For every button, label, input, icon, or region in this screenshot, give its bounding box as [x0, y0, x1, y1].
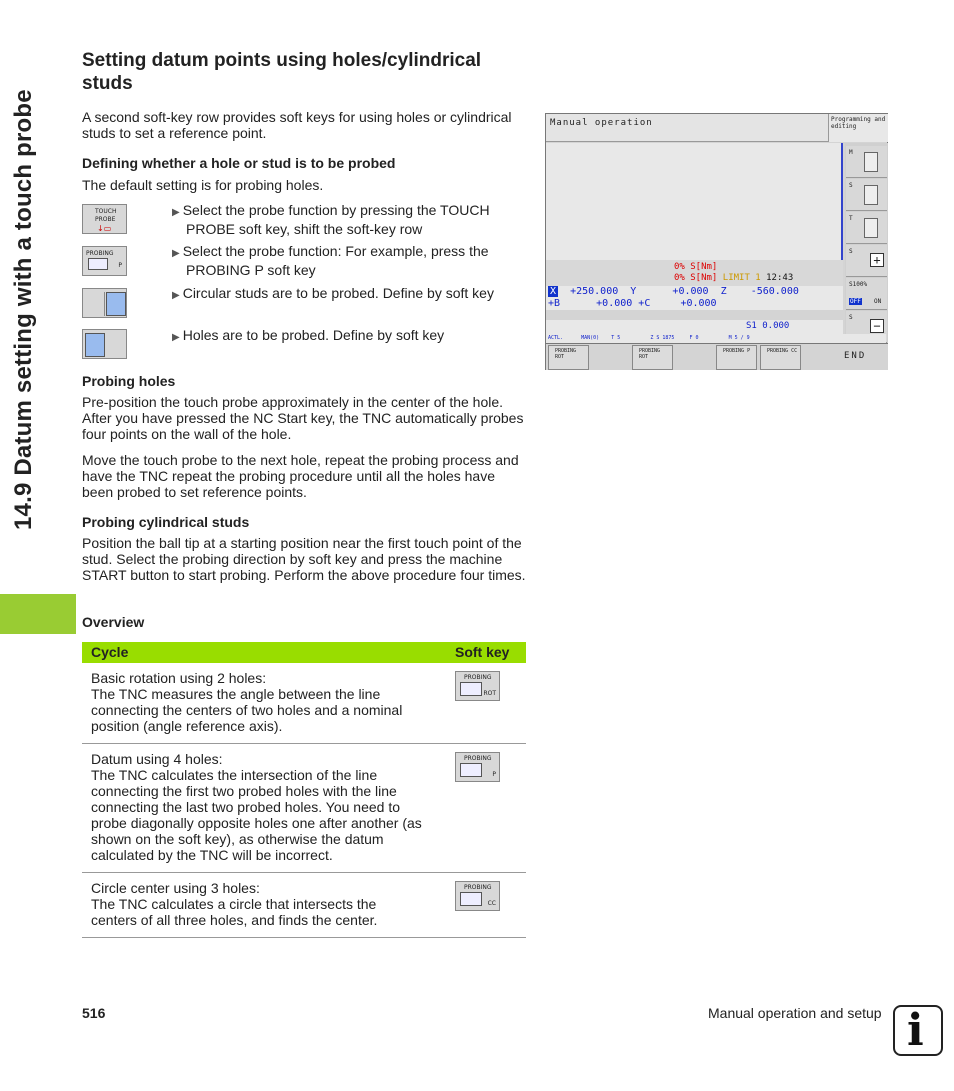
- softkey-label: PROBING: [464, 755, 492, 762]
- pos-line-2: +B +0.000 +C +0.000: [548, 298, 717, 309]
- softkey-label: PROBING: [464, 674, 492, 681]
- step-4: [172, 327, 512, 346]
- rb-label: S100%: [849, 281, 868, 288]
- overview-table: [82, 642, 526, 938]
- screen-softkey: [760, 345, 801, 370]
- bullet-triangle-icon: ▶: [172, 290, 180, 301]
- s100-softkey: [846, 278, 887, 310]
- chapter-color-tab: [0, 594, 76, 634]
- step-2: [172, 243, 512, 278]
- probing-rot-softkey: [455, 671, 500, 701]
- tool-icon: [864, 218, 878, 238]
- softkey-label: PROBE: [95, 216, 116, 223]
- screen-right-softkeys: [845, 143, 888, 343]
- rb-label: M: [849, 149, 853, 156]
- hole-selected-icon: [85, 333, 105, 357]
- probing-cc-softkey: [455, 881, 500, 911]
- rb-label: T: [849, 215, 853, 222]
- chapter-title-text: 14.9 Datum setting with a touch probe: [10, 89, 37, 530]
- cycle-name: Circle center using 3 holes:: [91, 880, 260, 896]
- minus-icon: −: [870, 319, 884, 333]
- softkey-sub-label: CC: [487, 900, 496, 907]
- intro-paragraph: A second soft-key row provides soft keys for using holes or cylindrical studs to set a reference point.: [82, 109, 512, 141]
- side-chapter-title: [0, 0, 80, 600]
- footer-section: Manual operation and setup: [708, 1005, 882, 1021]
- overview-heading: Overview: [82, 614, 145, 630]
- sub-heading-hole-or-stud: Defining whether a hole or stud is to be probed: [82, 155, 396, 171]
- sk-label: PROBING ROT: [639, 348, 661, 360]
- step-text-rest: PROBE soft key, shift the soft-key row: [186, 221, 423, 237]
- tnc-screen: [545, 113, 888, 370]
- hole-softkey: [82, 329, 127, 359]
- probing-studs-para: Position the ball tip at a starting position near the first touch point of the stud. Select the probing direction by soft key and press the machine START button to start probing. Perform the above procedure four times.: [82, 535, 526, 583]
- cycle-name: Datum using 4 holes:: [91, 751, 223, 767]
- info-icon: [893, 1005, 943, 1056]
- step-text: Holes are to be probed. Define by soft key: [182, 327, 445, 343]
- on-label: ON: [874, 298, 882, 305]
- limit-label: LIMIT 1: [722, 273, 761, 283]
- bullet-triangle-icon: ▶: [172, 207, 180, 218]
- pos-values-1: +250.000 Y +0.000 Z -560.000: [570, 286, 799, 297]
- softkey-label: PROBING: [464, 884, 492, 891]
- screen-header: [546, 114, 828, 142]
- hole-shape-icon: [106, 333, 126, 357]
- rb-label: S: [849, 248, 853, 255]
- spindle-line: [546, 320, 843, 334]
- table-row: [82, 744, 526, 873]
- probing-holes-heading: Probing holes: [82, 373, 176, 389]
- spindle-icon: [864, 185, 878, 205]
- cycle-desc: The TNC calculates a circle that intersects the centers of all three holes, and finds the center.: [91, 896, 378, 928]
- softkey-sub-label: P: [492, 771, 496, 778]
- position-display: [546, 286, 843, 310]
- section-heading: Setting datum points using holes/cylindrical studs: [82, 50, 482, 94]
- screen-softkey: [632, 345, 673, 370]
- step-3: [172, 285, 512, 304]
- pos-line-1: [548, 286, 799, 297]
- crosshair-icon: [88, 258, 108, 270]
- end-softkey: END: [844, 351, 867, 361]
- status-line-1: 0% S[Nm]: [674, 262, 718, 272]
- step-text: Circular studs are to be probed. Define by soft key: [182, 285, 494, 301]
- x-axis-label: X: [550, 286, 557, 297]
- machine-icon: [864, 152, 878, 172]
- t-softkey: [846, 212, 887, 244]
- table-header: [82, 642, 526, 663]
- probing-p-softkey: [82, 246, 127, 276]
- table-row: [82, 663, 526, 744]
- m-softkey: [846, 146, 887, 178]
- probing-p-softkey: [455, 752, 500, 782]
- col-cycle: Cycle: [91, 644, 129, 660]
- bottom-softkey-row: [546, 343, 888, 370]
- col-softkey: Soft key: [455, 644, 510, 660]
- status-area: [546, 260, 843, 286]
- softkey-sub-label: P: [118, 262, 122, 269]
- default-setting-text: The default setting is for probing holes.: [82, 177, 324, 193]
- rotation-holes-icon: [460, 682, 482, 696]
- bullet-triangle-icon: ▶: [172, 332, 180, 343]
- info-text: ACTL. MAN(0) T 5 Z S 1875 F 0 M 5 / 9: [548, 335, 750, 341]
- stud-shape-icon: [85, 292, 105, 316]
- sk-label: PROBING CC: [767, 348, 798, 354]
- step-text-rest: PROBING P soft key: [186, 262, 316, 278]
- softkey-label: PROBING: [86, 250, 114, 257]
- cycle-name: Basic rotation using 2 holes:: [91, 670, 267, 686]
- programming-mode-label: Programming and editing: [828, 114, 888, 142]
- bullet-triangle-icon: ▶: [172, 248, 180, 259]
- info-icon-glyph: i: [907, 1005, 924, 1056]
- stud-softkey: [82, 288, 127, 318]
- probe-icon: ↓▭: [97, 224, 112, 233]
- info-bar: [546, 334, 886, 343]
- sk-label: PROBING P: [723, 348, 751, 354]
- clock: 12:43: [766, 273, 794, 283]
- crosshair-icon: [460, 763, 482, 777]
- off-label: OFF: [850, 298, 861, 305]
- s1-value: S1 0.000: [746, 321, 790, 331]
- s-plus-softkey: [846, 245, 887, 277]
- status-line-2: [674, 273, 793, 283]
- step-1: [172, 202, 512, 237]
- screen-softkey: [716, 345, 757, 370]
- cycle-desc: The TNC measures the angle between the line connecting the centers of two holes and a nominal position (angle reference axis).: [91, 686, 403, 734]
- status2-text: 0% S[Nm]: [674, 273, 718, 283]
- table-row: [82, 873, 526, 938]
- s-softkey: [846, 179, 887, 211]
- page-number: 516: [82, 1005, 106, 1021]
- screen-softkey: [548, 345, 589, 370]
- rb-label: S: [849, 182, 853, 189]
- softkey-label: TOUCH: [95, 208, 117, 215]
- mode-title: Manual operation: [550, 118, 653, 128]
- screen-main-area: [546, 143, 843, 260]
- circle-center-icon: [460, 892, 482, 906]
- rb-label: S: [849, 314, 853, 321]
- softkey-sub-label: ROT: [483, 690, 496, 697]
- plus-icon: +: [870, 253, 884, 267]
- cycle-desc: The TNC calculates the intersection of the line connecting the first two probed holes with the line connecting the last two probed holes. You need to probe diagonally opposite holes one after another (as shown on the soft key), as otherwise the datum calculated by the TNC will be incorrect.: [91, 767, 422, 863]
- sk-label: PROBING ROT: [555, 348, 577, 360]
- probing-holes-para-1: Pre-position the touch probe approximately in the center of the hole. After you have pressed the NC Start key, the TNC automatically probes four points on the wall of the hole.: [82, 394, 524, 442]
- step-text: Select the probe function by pressing the TOUCH: [182, 202, 490, 218]
- probing-studs-heading: Probing cylindrical studs: [82, 514, 250, 530]
- probing-holes-para-2: Move the touch probe to the next hole, repeat the probing process and have the TNC repeat the probing procedure until all the holes have been probed to set reference points.: [82, 452, 519, 500]
- touch-probe-softkey: [82, 204, 127, 234]
- stud-selected-icon: [106, 292, 126, 316]
- step-text: Select the probe function: For example, press the: [182, 243, 489, 259]
